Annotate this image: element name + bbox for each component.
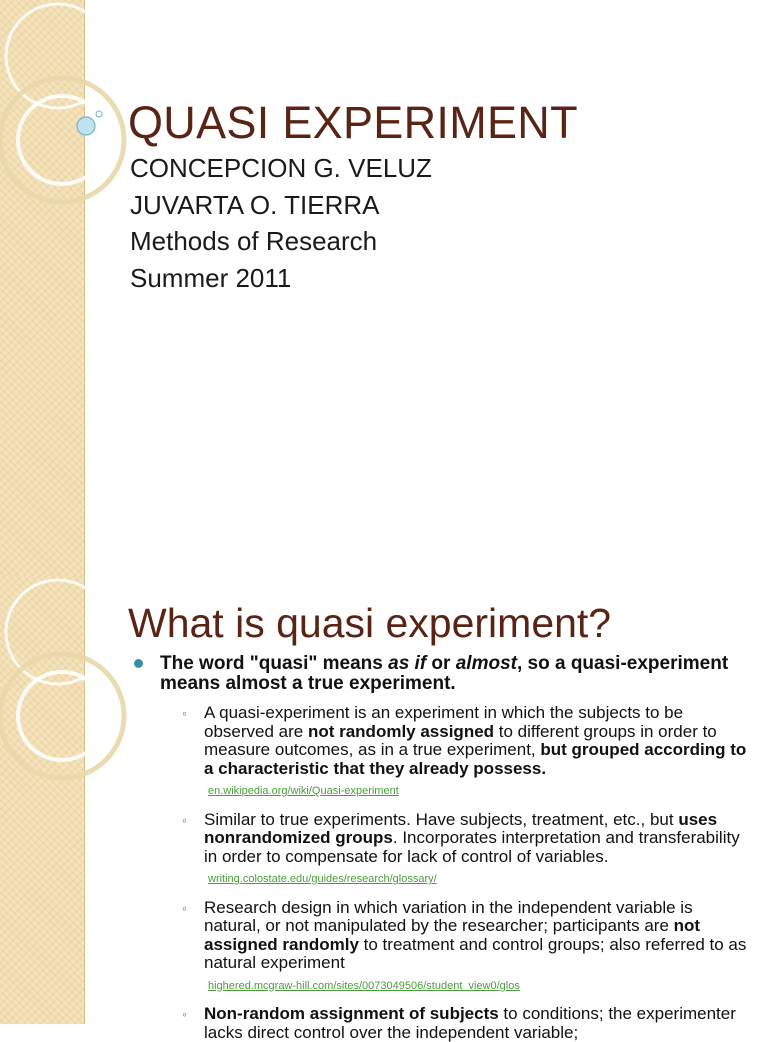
bullet-list (132, 654, 752, 1042)
decorative-rings (0, 0, 140, 576)
sub-bullet-colostate: ◦ Similar to true experiments. Have subjects, treatment, etc., but uses nonrandomized groups. Incorporates interpretation and transferability in order to compensate for lack of control of variables. writing.colostate.edu/guides/research/glossary/ (182, 811, 752, 889)
author-name-2: JUVARTA O. TIERRA (130, 189, 380, 220)
decorative-rings (0, 576, 140, 1024)
source-link-mcgraw-hill[interactable]: highered.mcgraw-hill.com/sites/0073049506/student_view0/glos (208, 979, 520, 992)
author-block (130, 150, 432, 296)
slide-title: What is quasi experiment? (128, 600, 612, 646)
sub-bullet-wikipedia: ◦ A quasi-experiment is an experiment in which the subjects to be observed are not randomly assigned to different groups in order to measure outcomes, as in a true experiment, but grouped according to a characteristic that they already possess. en.wikipedia.org/wiki/Quasi-experiment (182, 704, 752, 801)
slide-title: QUASI EXPERIMENT (128, 97, 578, 148)
sub-bullet-mcgraw-hill: ◦ Research design in which variation in the independent variable is natural, or not manipulated by the researcher; participants are not assigned randomly to treatment and control groups; also referred to as natural experiment highered.mcgraw-hill.com/sites/0073049506/student_view0/glos (182, 899, 752, 996)
main-bullet: The word "quasi" means as if or almost, so a quasi-experiment means almost a true experiment. (132, 654, 752, 694)
ring-bullet-icon: ◦ (182, 705, 187, 721)
ring-bullet-icon: ◦ (182, 899, 187, 916)
author-name-1: CONCEPCION G. VELUZ (130, 153, 432, 183)
ring-bullet-icon: ◦ (182, 1006, 187, 1022)
ring-bullet-icon: ◦ (182, 811, 187, 828)
blue-dot-small (96, 111, 102, 117)
definition-slide (0, 576, 768, 1042)
source-link-colostate[interactable]: writing.colostate.edu/guides/research/glossary/ (208, 873, 437, 885)
bullet-dot-icon (134, 659, 143, 668)
blue-dot-large (77, 117, 95, 135)
sub-bullet-nonrandom: ◦ Non-random assignment of subjects to conditions; the experimenter lacks direct control over the independent variable; (182, 1004, 736, 1042)
term: Summer 2011 (130, 262, 292, 293)
source-link-wikipedia[interactable]: en.wikipedia.org/wiki/Quasi-experiment (208, 785, 399, 797)
course-name: Methods of Research (130, 226, 378, 256)
